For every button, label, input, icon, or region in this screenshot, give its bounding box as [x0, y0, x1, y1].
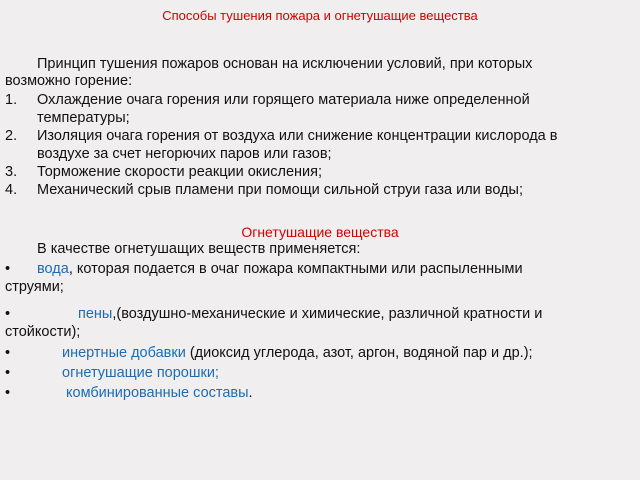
bullet: • [5, 261, 11, 277]
agent-2-text-cont: стойкости); [5, 324, 81, 340]
agent-3 [62, 345, 533, 361]
agents-heading: Огнетушащие вещества [241, 224, 399, 240]
method-4-number: 4. [5, 182, 18, 198]
bullet: • [5, 365, 11, 381]
agents-intro: В качестве огнетушащих веществ применяется: [37, 241, 361, 257]
method-3-number: 3. [5, 164, 18, 180]
agent-5 [66, 385, 253, 401]
agent-1 [37, 261, 523, 277]
agent-2 [78, 306, 542, 322]
intro-line-1: Принцип тушения пожаров основан на исключении условий, при которых [37, 56, 533, 72]
intro-line-2: возможно горение: [5, 73, 133, 89]
method-1-number: 1. [5, 92, 18, 108]
method-2-text: Изоляция очага горения от воздуха или снижение концентрации кислорода в [37, 128, 558, 144]
agent-4-term: огнетушащие порошки; [62, 365, 219, 381]
agent-5-rest: . [248, 385, 253, 401]
agent-2-rest: ,(воздушно-механические и химические, различной кратности и [112, 306, 543, 322]
page-title: Способы тушения пожара и огнетушащие вещества [162, 8, 478, 23]
method-1-text: Охлаждение очага горения или горящего материала ниже определенной [37, 92, 530, 108]
method-4-text: Механический срыв пламени при помощи сильной струи газа или воды; [37, 182, 523, 198]
agent-5-term: комбинированные составы [66, 385, 249, 401]
method-2-number: 2. [5, 128, 18, 144]
agent-1-text-cont: струями; [5, 279, 64, 295]
method-2-text-cont: воздухе за счет негорючих паров или газов; [37, 146, 332, 162]
agent-3-rest: (диоксид углерода, азот, аргон, водяной пар и др.); [185, 345, 533, 361]
agent-3-term: инертные добавки [62, 345, 186, 361]
bullet: • [5, 385, 11, 401]
method-1-text-cont: температуры; [37, 110, 130, 126]
bullet: • [5, 345, 11, 361]
method-3-text: Торможение скорости реакции окисления; [37, 164, 322, 180]
agent-1-term: вода [37, 261, 69, 277]
agent-2-term: пены [78, 306, 113, 322]
bullet: • [5, 306, 11, 322]
agent-1-rest: , которая подается в очаг пожара компактными или распыленными [68, 261, 523, 277]
